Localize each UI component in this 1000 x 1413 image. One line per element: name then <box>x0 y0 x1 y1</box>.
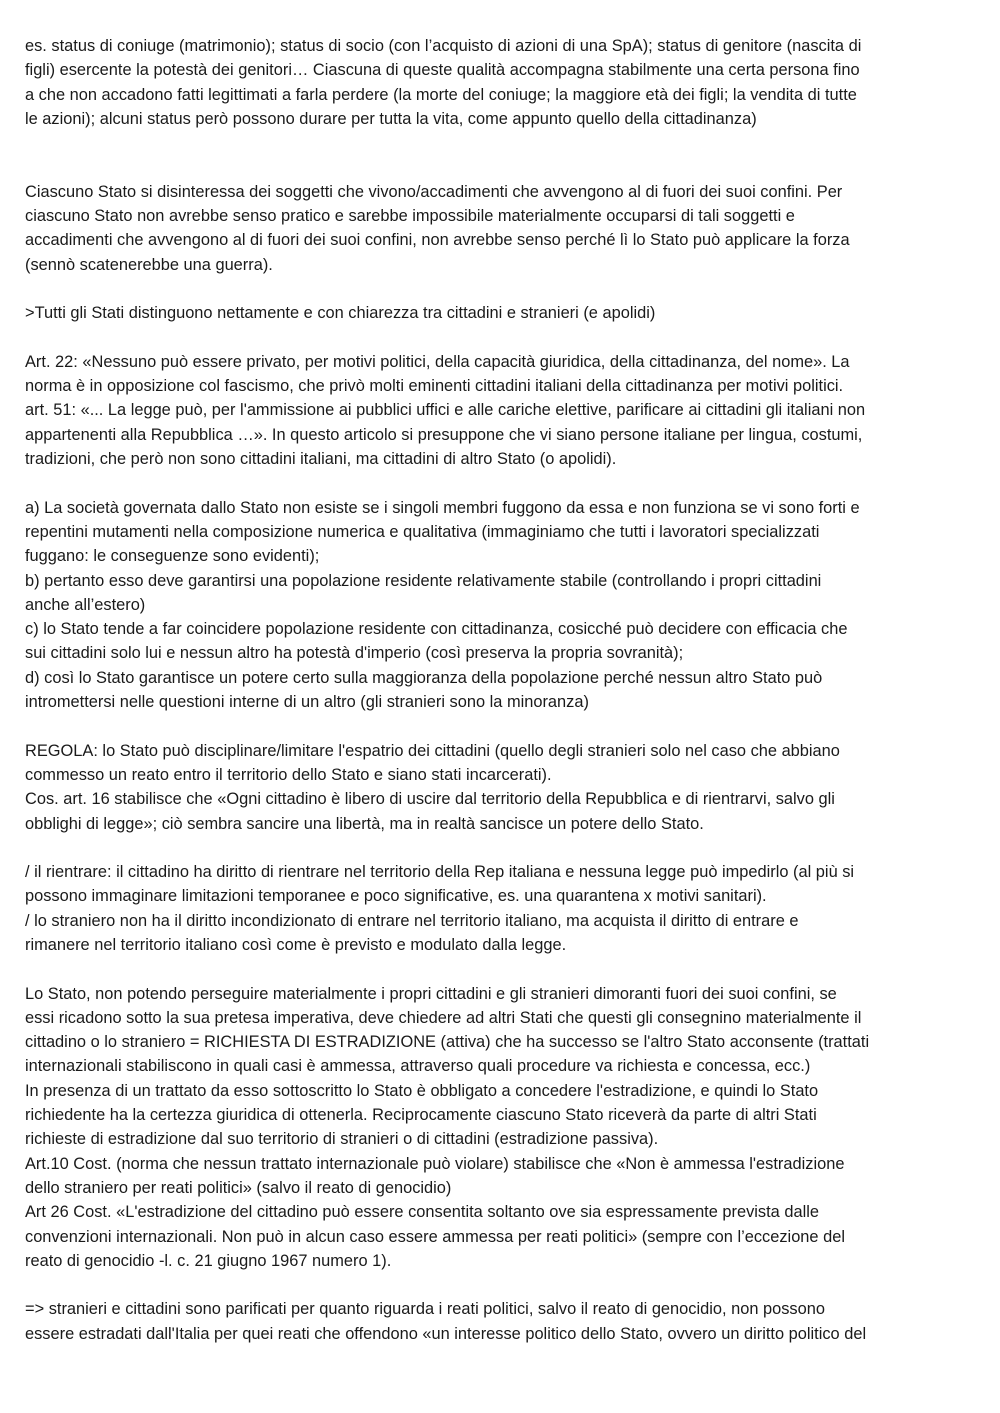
text-line: / lo straniero non ha il diritto incondizionato di entrare nel territorio italiano, ma acquista il diritto di entrare e <box>25 911 799 930</box>
text-line: REGOLA: lo Stato può disciplinare/limitare l'espatrio dei cittadini (quello degli stranieri solo nel caso che abbiano <box>25 741 840 760</box>
text-line: internazionali stabiliscono in quali casi è ammessa, attraverso quali procedure va richiesta e concessa, ecc.) <box>25 1057 811 1076</box>
paragraph <box>25 496 980 715</box>
text-line: accadimenti che avvengono al di fuori dei suoi confini, non avrebbe senso perché lì lo Stato può applicare la forza <box>25 231 850 250</box>
text-line: (sennò scatenerebbe una guerra). <box>25 255 273 274</box>
paragraph <box>25 301 980 325</box>
paragraph-spacer <box>25 836 980 860</box>
text-line: appartenenti alla Repubblica …». In questo articolo si presuppone che vi siano persone italiane per lingua, costumi, <box>25 425 863 444</box>
text-line: repentini mutamenti nella composizione numerica e qualitativa (immaginiamo che tutti i lavoratori specializzati <box>25 522 820 541</box>
paragraph-spacer <box>25 131 980 180</box>
text-line: es. status di coniuge (matrimonio); status di socio (con l’acquisto di azioni di una SpA); status di genitore (nascita di <box>25 37 862 55</box>
text-line: dello straniero per reati politici» (salvo il reato di genocidio) <box>25 1178 452 1197</box>
text-line: Art 26 Cost. «L'estradizione del cittadino può essere consentita soltanto ove sia espressamente prevista dalle <box>25 1203 819 1222</box>
text-line: norma è in opposizione col fascismo, che privò molti eminenti cittadini italiani della cittadinanza per motivi politici. <box>25 377 844 396</box>
paragraph-spacer <box>25 277 980 301</box>
text-line: >Tutti gli Stati distinguono nettamente e con chiarezza tra cittadini e stranieri (e apolidi) <box>25 304 656 323</box>
text-line: essere estradati dall'Italia per quei reati che offendono «un interesse politico dello Stato, ovvero un diritto politico del <box>25 1324 867 1343</box>
text-line: / il rientrare: il cittadino ha diritto di rientrare nel territorio della Rep italiana e nessuna legge può impedirlo (al più si <box>25 863 855 882</box>
text-line: possono immaginare limitazioni temporanee e poco significative, es. una quarantena x motivi sanitari). <box>25 887 767 906</box>
paragraph <box>25 982 980 1274</box>
text-line: richieste di estradizione dal suo territorio di stranieri o di cittadini (estradizione passiva). <box>25 1130 659 1149</box>
text-line: b) pertanto esso deve garantirsi una popolazione residente relativamente stabile (controllando i propri cittadini <box>25 571 822 590</box>
text-line: Art. 22: «Nessuno può essere privato, per motivi politici, della capacità giuridica, della cittadinanza, del nome». La <box>25 352 850 371</box>
text-line: intromettersi nelle questioni interne di un altro (gli stranieri sono la minoranza) <box>25 693 589 712</box>
text-line: figli) esercente la potestà dei genitori… Ciascuna di queste qualità accompagna stabilmente una certa persona fino <box>25 61 860 80</box>
paragraph-spacer <box>25 471 980 495</box>
text-line: => stranieri e cittadini sono parificati per quanto riguarda i reati politici, salvo il reato di genocidio, non possono <box>25 1300 825 1319</box>
paragraph <box>25 739 980 836</box>
paragraph <box>25 350 980 471</box>
text-line: Art.10 Cost. (norma che nessun trattato internazionale può violare) stabilisce che «Non è ammessa l'estradizione <box>25 1154 845 1173</box>
paragraph <box>25 860 980 957</box>
text-line: richiedente ha la certezza giuridica di ottenerla. Reciprocamente ciascuno Stato riceverà da parte di altri Stati <box>25 1106 817 1125</box>
paragraph-spacer <box>25 714 980 738</box>
paragraph-spacer <box>25 957 980 981</box>
text-line: tradizioni, che però non sono cittadini italiani, ma cittadini di altro Stato (o apolidi). <box>25 450 617 469</box>
paragraph <box>25 34 980 131</box>
text-line: art. 51: «... La legge può, per l'ammissione ai pubblici uffici e alle cariche elettive, parificare ai cittadini gli italiani non <box>25 401 866 420</box>
text-line: rimanere nel territorio italiano così come è previsto e modulato dalla legge. <box>25 935 567 954</box>
text-line: In presenza di un trattato da esso sottoscritto lo Stato è obbligato a concedere l'estradizione, e quindi lo Stato <box>25 1081 819 1100</box>
text-line: le azioni); alcuni status però possono durare per tutta la vita, come appunto quello della cittadinanza) <box>25 109 757 128</box>
text-line: sui cittadini solo lui e nessun altro ha potestà d'imperio (così preserva la propria sovranità); <box>25 644 684 663</box>
text-line: cittadino o lo straniero = RICHIESTA DI ESTRADIZIONE (attiva) che ha successo se l'altro Stato acconsente (trattati <box>25 1033 870 1052</box>
text-line: ciascuno Stato non avrebbe senso pratico e sarebbe impossibile materialmente occuparsi di tali soggetti e <box>25 207 795 226</box>
document-page <box>25 34 980 1346</box>
text-line: Lo Stato, non potendo perseguire materialmente i propri cittadini e gli stranieri dimoranti fuori dei suoi confini, se <box>25 984 837 1003</box>
text-line: convenzioni internazionali. Non può in alcun caso essere ammessa per reati politici» (sempre con l’eccezione del <box>25 1227 845 1246</box>
text-line: fuggano: le conseguenze sono evidenti); <box>25 547 320 566</box>
text-line: obblighi di legge»; ciò sembra sancire una libertà, ma in realtà sancisce un potere dello Stato. <box>25 814 704 833</box>
text-line: Ciascuno Stato si disinteressa dei soggetti che vivono/accadimenti che avvengono al di fuori dei suoi confini. Per <box>25 182 843 201</box>
text-line: reato di genocidio -l. c. 21 giugno 1967 numero 1). <box>25 1251 392 1270</box>
paragraph-spacer <box>25 1273 980 1297</box>
text-line: a) La società governata dallo Stato non esiste se i singoli membri fuggono da essa e non funziona se vi sono forti e <box>25 498 860 517</box>
text-line: essi ricadono sotto la sua pretesa imperativa, deve chiedere ad altri Stati che questi gli consegnino materialmente il <box>25 1008 862 1027</box>
paragraph <box>25 1297 980 1346</box>
text-line: d) così lo Stato garantisce un potere certo sulla maggioranza della popolazione perché nessun altro Stato può <box>25 668 823 687</box>
paragraph <box>25 180 980 277</box>
text-line: anche all’estero) <box>25 595 146 614</box>
text-line: c) lo Stato tende a far coincidere popolazione residente con cittadinanza, cosicché può decidere con efficacia che <box>25 620 848 639</box>
text-line: Cos. art. 16 stabilisce che «Ogni cittadino è libero di uscire dal territorio della Repubblica e di rientrarvi, salvo gli <box>25 790 835 809</box>
text-line: commesso un reato entro il territorio dello Stato e siano stati incarcerati). <box>25 765 552 784</box>
text-line: a che non accadono fatti legittimati a farla perdere (la morte del coniuge; la maggiore età dei figli; la vendita di tutte <box>25 85 857 104</box>
paragraph-spacer <box>25 326 980 350</box>
